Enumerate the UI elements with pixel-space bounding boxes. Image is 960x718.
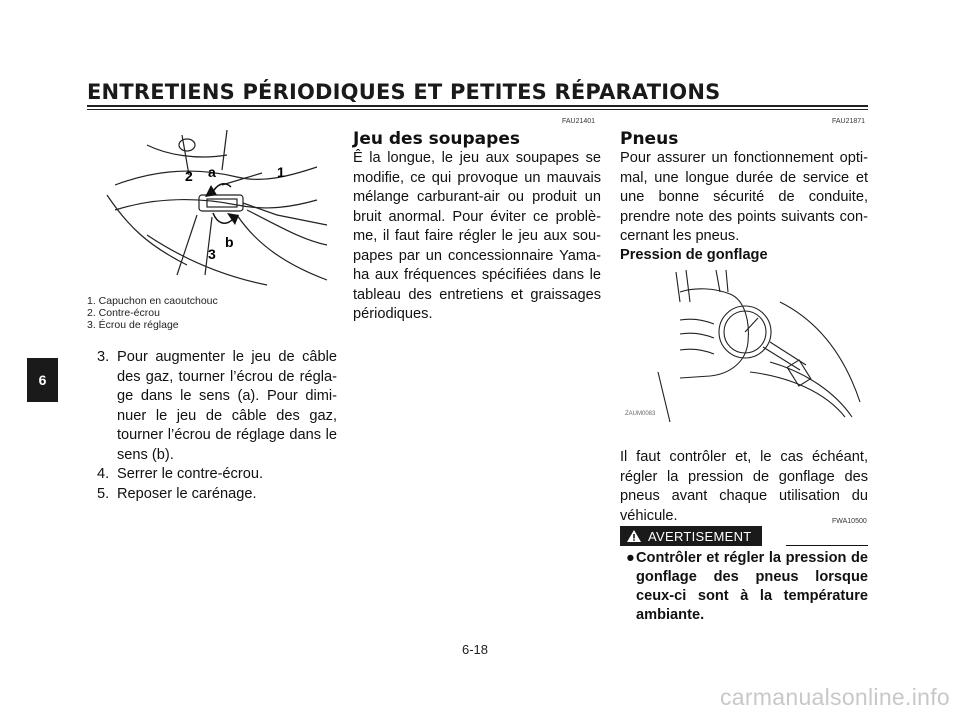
caption-item: 2. Contre-écrou (87, 307, 160, 319)
list-item (97, 348, 337, 465)
tire-pressure-gauge-figure (620, 262, 868, 422)
fig-label-two: 2 (185, 168, 193, 184)
warning-code: FWA10500 (832, 518, 867, 525)
warning-badge (620, 526, 762, 546)
step-number: 3. (97, 349, 110, 365)
left-column (87, 115, 339, 298)
throttle-cable-figure (87, 115, 339, 293)
watermark: carmanualsonline.info (719, 684, 950, 710)
page-number: 6-18 (462, 642, 489, 657)
right-column (620, 129, 868, 263)
step-text: Pour augmenter le jeu de câble des gaz, tourner l’écrou de régla-ge dans le sens (a). Pour dimi-nuer le jeu de câble des gaz, tourner l’écrou de réglage dans le sens (b). (117, 349, 337, 463)
pressure-paragraph: Il faut contrôler et, le cas échéant, régler la pression de gonflage des pneus avant chaque utilisation du véhicule. (620, 449, 868, 524)
warning-label: AVERTISEMENT (648, 528, 752, 544)
fig-label-b: b (225, 234, 234, 250)
fig-label-three: 3 (208, 246, 216, 262)
caption-item: 1. Capuchon en caoutchouc (87, 295, 218, 307)
fig-label-one: 1 (277, 164, 285, 180)
middle-column (353, 129, 601, 325)
fig-label-a: a (208, 164, 216, 180)
steps-list (97, 348, 337, 504)
list-item (97, 465, 337, 485)
step-text: Reposer le carénage. (117, 485, 257, 502)
step-number: 4. (97, 466, 110, 482)
warning-triangle-icon (626, 529, 642, 543)
caption-item: 3. Écrou de réglage (87, 319, 179, 331)
step-text: Serrer le contre-écrou. (117, 466, 263, 482)
list-item (97, 485, 337, 505)
step-number: 5. (97, 485, 110, 502)
tire-gauge-figure-wrap (620, 262, 868, 427)
subheading: Pression de gonflage (620, 246, 768, 263)
section-body: Pour assurer un fonctionnement opti-mal, une longue durée de service et une bonne sécurité de conduite, prendre note des points suivants con-cernant les pneus. (620, 150, 868, 244)
bullet-icon: ● (626, 550, 635, 566)
ref-code: FAU21401 (562, 118, 596, 125)
warning-text: Contrôler et régler la pression de gonflage des pneus lorsque ceux-ci sont à la température ambiante. (636, 550, 868, 623)
section-title: Pneus (620, 129, 679, 149)
figure-captions (87, 295, 339, 331)
page-header: ENTRETIENS PÉRIODIQUES ET PETITES RÉPARATIONS (87, 80, 721, 104)
header-rule (87, 105, 868, 107)
header-rule-thin (87, 109, 868, 110)
figure-code: ZAUM0083 (625, 411, 656, 417)
warning-rule (786, 545, 868, 546)
section-tab[interactable]: 6 (27, 358, 58, 402)
section-body: Ê la longue, le jeu aux soupapes se modifie, ce qui provoque un mauvais mélange carburant-air ou produit un bruit anormal. Pour éviter ce problè-me, il faut faire régler le jeu aux sou-papes par un concessionnaire Yama-ha aux fréquences spécifiées dans le tableau des entretiens et graissages périodiques. (353, 150, 601, 322)
ref-code: FAU21871 (832, 118, 866, 125)
section-title: Jeu des soupapes (353, 129, 520, 149)
